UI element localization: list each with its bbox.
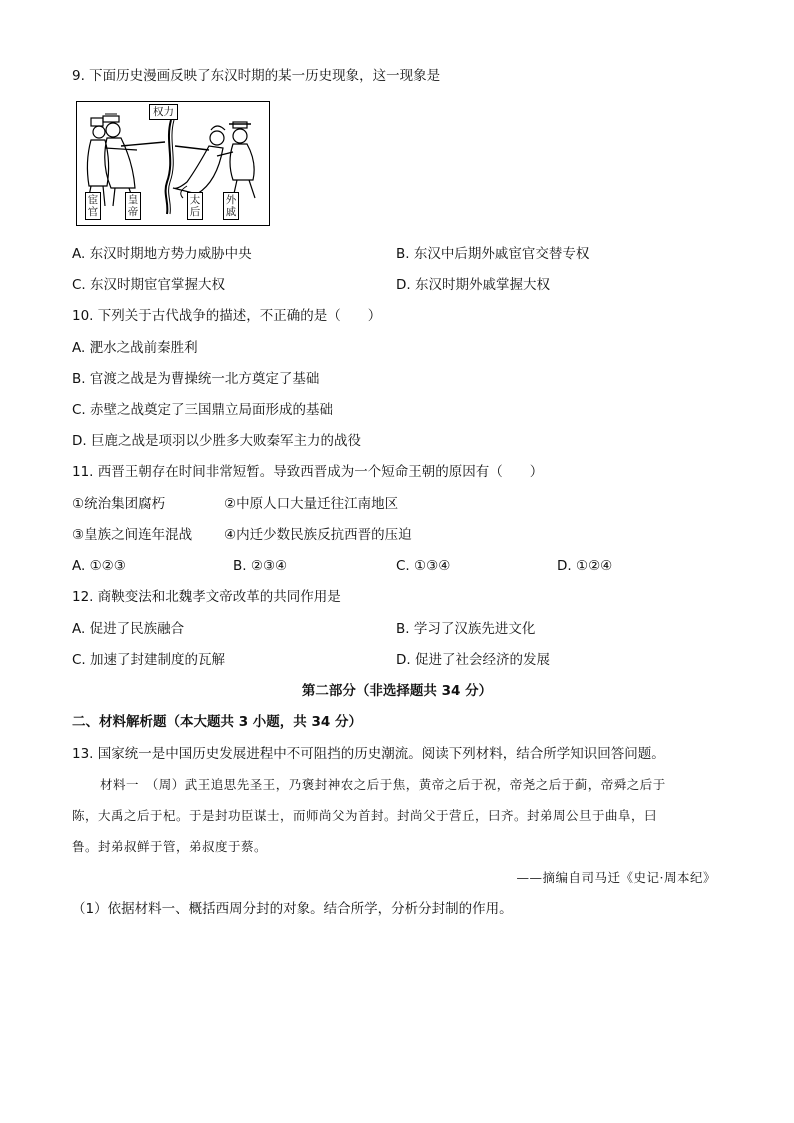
history-cartoon [76,101,270,226]
q10-option-b: B. 官渡之战是为曹操统一北方奠定了基础 [72,371,320,387]
q13-material-line-2: 陈，大禹之后于杞。于是封功臣谋士，而师尚父为首封。封尚父于营丘，曰齐。封弟周公旦于曲阜，曰 [72,808,658,823]
q11-item-3: ③皇族之间连年混战 [72,527,193,543]
section-heading: 二、材料解析题（本大题共 3 小题，共 34 分） [72,714,362,730]
power-label: 权力 [149,104,178,120]
q11-item-4: ④内迁少数民族反抗西晋的压迫 [224,527,412,543]
q10-option-d: D. 巨鹿之战是项羽以少胜多大败秦军主力的战役 [72,433,361,449]
q13-subquestion-1: （1）依据材料一、概括西周分封的对象。结合所学，分析分封制的作用。 [72,901,513,917]
q11-option-a: A. ①②③ [72,558,126,574]
figure-label-emperor: 皇帝 [125,192,141,220]
q9-option-a: A. 东汉时期地方势力威胁中央 [72,246,252,262]
q11-item-1: ①统治集团腐朽 [72,496,166,512]
figure-label-consort-kin: 外戚 [223,192,239,220]
figure-label-eunuch: 宦官 [85,192,101,220]
q11-option-c: C. ①③④ [396,558,451,574]
q9-option-c: C. 东汉时期宦官掌握大权 [72,277,226,293]
q10-stem: 10. 下列关于古代战争的描述，不正确的是（ ） [72,308,382,324]
q11-option-b: B. ②③④ [233,558,288,574]
q10-option-c: C. 赤壁之战奠定了三国鼎立局面形成的基础 [72,402,334,418]
q12-option-c: C. 加速了封建制度的瓦解 [72,652,226,668]
cartoon-drawing [77,102,268,224]
q13-material-line-3: 鲁。封弟叔鲜于管，弟叔度于蔡。 [72,839,268,854]
q12-option-b: B. 学习了汉族先进文化 [396,621,536,637]
q13-material-line-1: 材料一 （周）武王追思先圣王，乃褒封神农之后于焦，黄帝之后于祝，帝尧之后于蓟，帝舜之后于 [100,777,666,792]
q13-source: ——摘编自司马迁《史记·周本纪》 [516,870,716,885]
q11-option-d: D. ①②④ [557,558,613,574]
q10-option-a: A. 淝水之战前秦胜利 [72,340,198,356]
q11-item-2: ②中原人口大量迁往江南地区 [224,496,399,512]
q12-option-a: A. 促进了民族融合 [72,621,185,637]
q9-option-b: B. 东汉中后期外戚宦官交替专权 [396,246,590,262]
q9-stem: 9. 下面历史漫画反映了东汉时期的某一历史现象，这一现象是 [72,68,441,84]
q12-option-d: D. 促进了社会经济的发展 [396,652,550,668]
figure-label-empress-dowager: 太后 [187,192,203,220]
q11-stem: 11. 西晋王朝存在时间非常短暂。导致西晋成为一个短命王朝的原因有（ ） [72,464,544,480]
q13-stem: 13. 国家统一是中国历史发展进程中不可阻挡的历史潮流。阅读下列材料，结合所学知识回答问题。 [72,746,665,762]
part2-title: 第二部分（非选择题共 34 分） [301,683,493,699]
q9-option-d: D. 东汉时期外戚掌握大权 [396,277,550,293]
q12-stem: 12. 商鞅变法和北魏孝文帝改革的共同作用是 [72,589,341,605]
